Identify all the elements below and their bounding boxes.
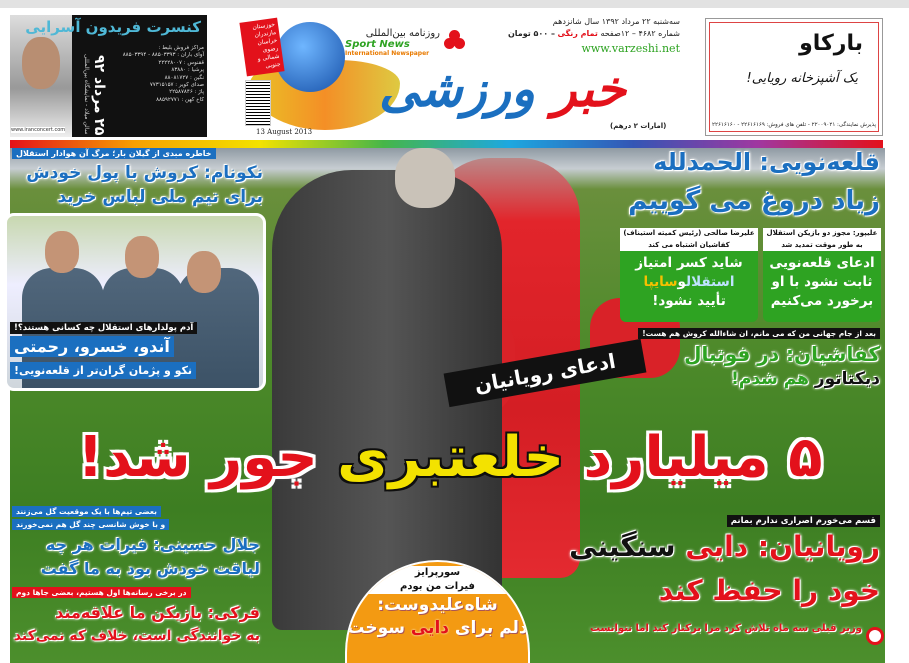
logo-part: ورزشی [378, 60, 535, 118]
logo-part: خبر [552, 60, 627, 118]
kafashian-label: بعد از جام جهانی من که می مانم، ان شاءالله کروش هم هست! [638, 328, 880, 339]
headline-part: رویانیان: [748, 530, 880, 563]
hosseini-headline[interactable]: لیاقت خودش بود به ما گفت [40, 559, 260, 578]
ad-info-line: مراکز فروش بلیط : [158, 45, 204, 51]
dome-headline: شاه‌علیدوست: [377, 595, 498, 615]
headline-part: دایی [685, 530, 749, 563]
hosseini-headline[interactable]: جلال حسینی: فیرات هر چه [45, 535, 260, 554]
intl-title: روزنامه بین‌المللی [365, 28, 440, 39]
box-line: ثابت نشود با او [771, 274, 873, 290]
globe-icon [275, 22, 345, 92]
color-note: تمام رنگی [557, 29, 598, 38]
regions-tag: خوزستان مازندران خراسان رضوی شمالی و جنوبی [239, 18, 284, 77]
left-top-headline[interactable]: نکونام: کروش با پول خودش [26, 163, 263, 183]
headline-part: سنگینی [569, 530, 686, 563]
man-head [395, 148, 455, 208]
box-line: سایپا [643, 274, 678, 290]
fereki-headline[interactable]: به خوانندگی است، خلاف که نمی‌کند [13, 628, 260, 644]
box-line: تأیید نشود! [652, 293, 726, 309]
headline-part: سوخت [347, 618, 411, 638]
royanian-headline[interactable]: خود را حفظ کند [658, 574, 880, 607]
headline-part: جور شد! [77, 425, 338, 490]
box-line: برخورد می‌کنیم [770, 293, 874, 309]
left-bottom-label: و با خوش شانسی چند گل هم نمی‌خورند [12, 519, 169, 530]
headline-part: دلم برای [449, 618, 528, 638]
singer-face [22, 37, 60, 89]
ad-slogan: یک آشپزخانه رویایی! [746, 71, 858, 86]
ad-brand: بارکاو [799, 31, 863, 56]
ad-info [108, 45, 204, 104]
main-headline[interactable] [20, 410, 880, 505]
left-bottom-label: بعضی تیم‌ها با یک موقعیت گل می‌زنند [12, 506, 161, 517]
dome-caption: فیرات من بودم [365, 580, 510, 594]
box-line: ادعای قلعه‌نویی [769, 255, 875, 271]
royanian-subhead[interactable]: وزیر قبلی سه ماه تلاش کرد مرا برکنار کند اما نتوانست [590, 623, 862, 634]
photo-story-headline[interactable]: آندو، خسرو، رحمتی [10, 336, 174, 357]
photo-story-label: آدم پولدارهای استقلال چه کسانی هستند؟! [10, 322, 197, 334]
masthead-info [470, 16, 680, 40]
right-top-headline[interactable]: زیاد دروغ می گوییم [628, 186, 880, 216]
right-margin [885, 148, 909, 663]
club-logo-icon [866, 627, 884, 645]
headline-part: دیکتاتور [808, 369, 880, 389]
ad-info-line: آوای باران : ۸۸۵۰۳۳۹۳ - ۸۸۵۰۳۳۹۴ [122, 52, 204, 59]
headline-part: هم شدم! [731, 369, 809, 389]
box-caption: کفاشیان اشتباه می کند [620, 240, 758, 252]
news-box-alipour[interactable] [763, 228, 881, 322]
left-top-headline[interactable]: برای تیم ملی لباس خرید [57, 187, 263, 207]
newspaper-logo [345, 58, 660, 120]
news-box-salehi[interactable] [620, 228, 758, 322]
ad-info-line: ققنوس : ۲۲۲۲۸۰۰۷ [158, 59, 204, 66]
photo-story-subhead[interactable]: نکو و پژمان گران‌تر از قلعه‌نویی! [10, 362, 196, 379]
ad-info-line: نگین : ۸۸۰۸۱۷۲۷ [164, 74, 204, 81]
headline-part: دایی [410, 618, 450, 638]
headline-part: خلعتبری [337, 425, 564, 490]
rainbow-divider [10, 140, 883, 148]
barcode [245, 80, 271, 126]
website-link[interactable]: www.varzeshi.net [581, 42, 680, 55]
royanian-headline[interactable] [545, 530, 880, 563]
fereki-headline[interactable]: فرکی: بازیکن ما علاقه‌مند [55, 603, 260, 622]
ad-info-line: صدای کویر : ۷۷۳۱۵۱۵۷ [149, 82, 204, 89]
left-top-label: خاطره مبدی از گیلان بار؛ مرگ آن هوادار استقلال [12, 148, 216, 159]
headline-part: ۵ میلیارد [563, 425, 823, 490]
ad-info-line: پاژ : ۲۲۵۸۷۸۴۶ [169, 89, 204, 96]
box-caption: به طور موقت تمدید شد [763, 240, 881, 252]
top-strip [0, 0, 909, 8]
main-tag: ادعای رویانیان [444, 339, 647, 407]
sport-news-brand [345, 28, 440, 57]
price: – ۵۰۰ تومان [507, 29, 555, 38]
box-line: شاید کسر امتیاز [635, 255, 743, 271]
issue-number: شماره ۴۶۸۲ – ۱۲صفحه [600, 29, 680, 38]
right-top-headline[interactable]: قلعه‌نویی: الحمدلله [653, 148, 880, 176]
ad-info-line: کاخ کهن : ۸۸۵۹۲۷۷۱ [156, 96, 204, 103]
ad-date: ۲۵ مرداد ۹۲ [91, 54, 107, 135]
box-line: استقلال [686, 274, 735, 290]
ad-date-venue [75, 43, 107, 135]
ad-title: کنسرت فریدون آسرایی [25, 18, 201, 36]
kafashian-subhead[interactable] [660, 369, 880, 389]
ad-venue: سالن میلاد - نمایشگاه بین‌المللی [83, 54, 90, 135]
box-caption: علیرضا صالحی (رئیس کمیته استیناف) [620, 228, 758, 240]
emirates-price: (امارات ۲ درهم) [610, 122, 667, 130]
date-persian: سه‌شنبه ۲۲ مرداد ۱۳۹۲ سال شانزدهم [552, 17, 680, 26]
fereki-label: در برخی رسانه‌ها اول هستیم، بعضی جاها دوم [12, 587, 191, 598]
ad-site: www.iranconcert.com [11, 127, 66, 133]
royanian-label: قسم می‌خورم اصراری ندارم بمانم [727, 515, 880, 527]
date-english: 13 August 2013 [256, 128, 313, 136]
concert-ad [10, 15, 207, 137]
sport-news: Sport News [345, 39, 410, 50]
dome-caption: سورپرایز [383, 566, 492, 580]
box-caption: علیپور: مجوز دو بازیکن استقلال [763, 228, 881, 240]
ad-phones: پذیرش نمایندگی: ۲۲۰۰۹۰۲۱ - تلفن های فروش: ۲۲۶۱۶۱۶۹ - ۲۲۶۱۶۱۶۰ [712, 122, 876, 128]
box-line: و [677, 274, 686, 290]
barkav-ad [705, 18, 883, 136]
kafashian-headline[interactable]: کفاشیان: در فوتبال [684, 342, 880, 366]
ad-info-line: پرشیا : ۸۳۸۸۰ [171, 67, 204, 74]
intl-newspaper: International Newspaper [345, 50, 430, 57]
